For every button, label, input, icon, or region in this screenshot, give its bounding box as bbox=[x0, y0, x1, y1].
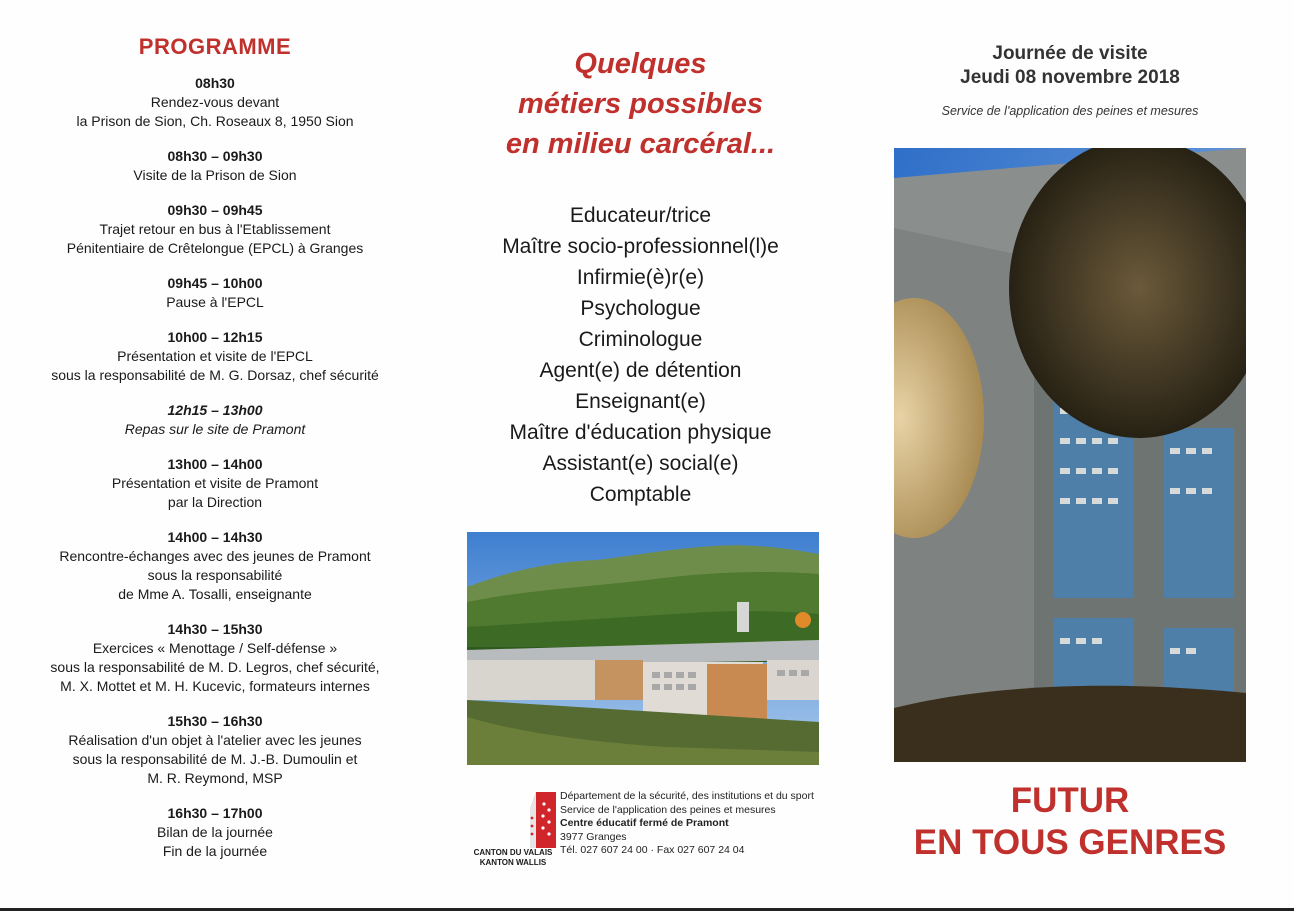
facility-photo-illustration bbox=[467, 532, 819, 765]
programme-description: sous la responsabilité de M. J.-B. Dumoulin et bbox=[72, 751, 358, 767]
career-item: Educateur/trice bbox=[569, 204, 712, 227]
programme-time: 08h30 bbox=[195, 75, 235, 91]
programme-description: sous la responsabilité bbox=[147, 567, 283, 583]
programme-time: 08h30 – 09h30 bbox=[167, 148, 263, 164]
headline-line: EN TOUS GENRES bbox=[913, 823, 1227, 862]
programme-time: 16h30 – 17h00 bbox=[167, 805, 263, 821]
career-item: Maître socio-professionnel(l)e bbox=[502, 235, 779, 258]
programme-description: Réalisation d'un objet à l'atelier avec les jeunes bbox=[68, 732, 362, 748]
service-name: Service de l'application des peines et mesures bbox=[941, 104, 1199, 118]
programme-description: Présentation et visite de Pramont bbox=[111, 475, 319, 491]
programme-title: PROGRAMME bbox=[138, 34, 292, 59]
programme-time: 14h30 – 15h30 bbox=[167, 621, 263, 637]
programme-panel bbox=[40, 34, 390, 877]
career-item: Criminologue bbox=[578, 328, 703, 351]
programme-item bbox=[40, 274, 390, 312]
programme-description: Bilan de la journée bbox=[157, 824, 273, 840]
contact-text bbox=[560, 790, 814, 858]
programme-description: de Mme A. Tosalli, enseignante bbox=[118, 586, 312, 602]
programme-time: 12h15 – 13h00 bbox=[167, 402, 263, 418]
programme-time: 09h30 – 09h45 bbox=[167, 202, 263, 218]
programme-description: Rendez-vous devant bbox=[150, 94, 280, 110]
programme-description: sous la responsabilité de M. G. Dorsaz, chef sécurité bbox=[51, 367, 379, 383]
careers-title bbox=[458, 44, 823, 164]
headline-line: FUTUR bbox=[1010, 781, 1130, 820]
programme-description: Pénitentiaire de Crêtelongue (EPCL) à Granges bbox=[66, 240, 364, 256]
contact-footer bbox=[470, 788, 820, 878]
facility-photo bbox=[467, 532, 819, 765]
career-item: Infirmie(è)r(e) bbox=[576, 266, 705, 289]
programme-time: 15h30 – 16h30 bbox=[167, 713, 263, 729]
career-item: Maître d'éducation physique bbox=[509, 421, 772, 444]
programme-description: M. X. Mottet et M. H. Kucevic, formateurs internes bbox=[60, 678, 370, 694]
programme-time: 14h00 – 14h30 bbox=[167, 529, 263, 545]
programme-description: la Prison de Sion, Ch. Roseaux 8, 1950 Sion bbox=[76, 113, 354, 129]
programme-description: M. R. Reymond, MSP bbox=[147, 770, 283, 786]
programme-item bbox=[40, 147, 390, 185]
programme-description: Pause à l'EPCL bbox=[166, 294, 264, 310]
careers-list bbox=[458, 200, 823, 510]
career-item: Psychologue bbox=[580, 297, 701, 320]
programme-time: 13h00 – 14h00 bbox=[167, 456, 263, 472]
programme-description: par la Direction bbox=[167, 494, 263, 510]
programme-item bbox=[40, 712, 390, 788]
career-item: Enseignant(e) bbox=[575, 390, 706, 413]
programme-item bbox=[40, 201, 390, 258]
programme-item bbox=[40, 620, 390, 696]
contact-line: Service de l'application des peines et mesures bbox=[560, 803, 776, 816]
careers-title-line: Quelques bbox=[574, 48, 707, 80]
programme-time: 09h45 – 10h00 bbox=[167, 275, 263, 291]
programme-description: Rencontre-échanges avec des jeunes de Pramont bbox=[59, 548, 371, 564]
valais-flag-icon bbox=[470, 788, 556, 848]
programme-description: Exercices « Menottage / Self-défense » bbox=[92, 640, 338, 656]
programme-description: Trajet retour en bus à l'Etablissement bbox=[99, 221, 331, 237]
logo-caption-line: KANTON WALLIS bbox=[479, 858, 547, 867]
programme-description: Présentation et visite de l'EPCL bbox=[117, 348, 313, 364]
programme-item bbox=[40, 528, 390, 604]
programme-time: 10h00 – 12h15 bbox=[167, 329, 263, 345]
cover-photo bbox=[894, 148, 1246, 762]
careers-title-line: en milieu carcéral... bbox=[505, 128, 776, 160]
programme-description: sous la responsabilité de M. D. Legros, chef sécurité, bbox=[50, 659, 380, 675]
canton-logo bbox=[470, 788, 556, 878]
cover-panel bbox=[894, 42, 1246, 118]
programme-item bbox=[40, 804, 390, 861]
career-item: Comptable bbox=[589, 483, 692, 506]
careers-title-line: métiers possibles bbox=[518, 88, 763, 120]
careers-panel bbox=[458, 44, 823, 510]
programme-description: Fin de la journée bbox=[162, 843, 268, 859]
programme-description: Visite de la Prison de Sion bbox=[133, 167, 297, 183]
cover-photo-illustration bbox=[894, 148, 1246, 762]
contact-line: 3977 Granges bbox=[560, 830, 627, 843]
career-item: Assistant(e) social(e) bbox=[542, 452, 739, 475]
brochure-headline bbox=[894, 780, 1246, 864]
programme-description: Repas sur le site de Pramont bbox=[124, 421, 306, 437]
programme-list bbox=[40, 74, 390, 861]
visit-title: Journée de visite bbox=[992, 43, 1148, 64]
contact-line: Centre éducatif fermé de Pramont bbox=[560, 817, 729, 830]
visit-date: Jeudi 08 novembre 2018 bbox=[960, 67, 1180, 88]
programme-item bbox=[40, 455, 390, 512]
career-item: Agent(e) de détention bbox=[539, 359, 742, 382]
programme-item bbox=[40, 401, 390, 439]
programme-item bbox=[40, 328, 390, 385]
contact-line: Tél. 027 607 24 00 · Fax 027 607 24 04 bbox=[560, 844, 745, 857]
programme-item bbox=[40, 74, 390, 131]
logo-caption-line: CANTON DU VALAIS bbox=[473, 848, 553, 857]
contact-line: Département de la sécurité, des institutions et du sport bbox=[560, 790, 814, 802]
logo-caption bbox=[470, 848, 556, 868]
